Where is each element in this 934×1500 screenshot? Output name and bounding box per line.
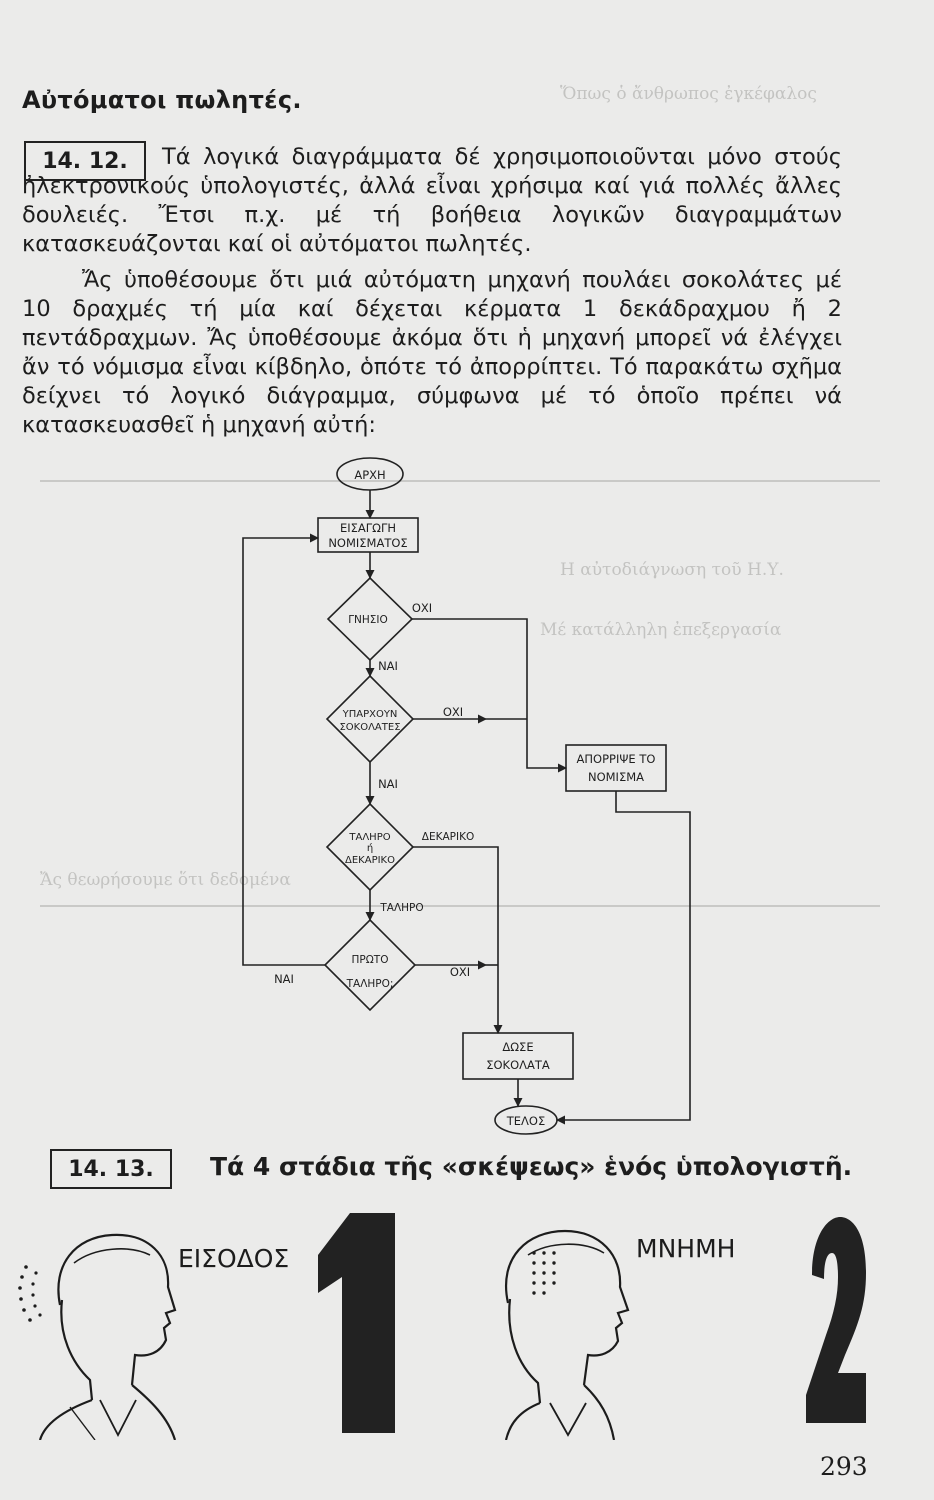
edge-label-yes: ΝΑΙ xyxy=(378,659,398,673)
reject-label-2: ΝΟΜΙΣΜΑ xyxy=(587,770,645,784)
label-memory: ΜΝΗΜΗ xyxy=(636,1234,736,1263)
first-coin-label-2: ΤΑΛΗΡΟ; xyxy=(346,978,394,990)
numeral-1 xyxy=(318,1213,395,1433)
give-label-2: ΣΟΚΟΛΑΤΑ xyxy=(486,1058,550,1072)
edge-label-dekariko: ΔΕΚΑΡΙΚΟ xyxy=(421,831,475,843)
section-2-title: Τά 4 στάδια τῆς «σκέψεως» ἑνός ὑπολογιστῆ. xyxy=(210,1152,853,1181)
label-input: ΕΙΣΟΔΟΣ xyxy=(178,1244,290,1273)
paragraph-1: Τά λογικά διαγράμματα δέ χρησιμοποιοῦνται μόνο στούς ἠλεκτρονικούς ὑπολογιστές, ἀλλά εἶναι χρήσιμα καί γιά πολλές ἄλλες δουλειές. Ἔτσι π.χ. μέ τή βοήθεια λογικῶν διαγραμμάτων κατασκευάζονται καί οἱ αὐτόματοι πωλητές. xyxy=(22,144,842,257)
edge-label-talliro: ΤΑΛΗΡΟ xyxy=(380,902,424,914)
paragraph-2: Ἄς ὑποθέσουμε ὅτι μιά αὐτόματη μηχανή πουλάει σοκολάτες μέ 10 δραχμές τή μία καί δέχεται κέρματα 1 δεκάδραχμου ἤ 2 πεντάδραχμων. Ἄς ὑποθέσουμε ἀκόμα ὅτι ἡ μηχανή μπορεῖ νά ἐλέγχει ἄν τό νόμισμα εἶναι κίβδηλο, ὁπότε τό ἀπορρίπτει. Τό παρακάτω σχῆμα δείχνει τό λογικό διάγραμμα, σύμφωνα μέ τό ὁποῖο πρέπει νά κατασκευασθεῖ ἡ μηχανή αὐτή: xyxy=(22,267,842,438)
page-number: 293 xyxy=(820,1452,868,1481)
section-heading: Αὐτόματοι πωλητές. xyxy=(22,86,302,114)
edge-label-no: ΟΧΙ xyxy=(411,601,433,615)
available-label-2: ΣΟΚΟΛΑΤΕΣ xyxy=(339,722,401,733)
section-number-box: 14. 12. xyxy=(24,141,146,181)
computer-stages-illustration xyxy=(0,1195,934,1440)
numeral-2 xyxy=(806,1217,866,1423)
end-label: ΤΕΛΟΣ xyxy=(506,1114,546,1128)
genuine-label: ΓΝΗΣΙΟ xyxy=(348,614,388,626)
give-label-1: ΔΩΣΕ xyxy=(502,1040,534,1054)
coin-type-label-3: ΔΕΚΑΡΙΚΟ xyxy=(345,855,395,866)
section-number-box-2: 14. 13. xyxy=(50,1149,172,1189)
edge-label-yes: ΝΑΙ xyxy=(378,777,398,791)
edge-label-no: ΟΧΙ xyxy=(449,965,471,979)
start-label: ΑΡΧΗ xyxy=(354,468,386,482)
edge-label-no: ΟΧΙ xyxy=(442,705,464,719)
head-profile-icon xyxy=(40,1235,175,1440)
signal-arcs-icon xyxy=(18,1265,41,1322)
memory-dots-icon xyxy=(532,1251,555,1294)
coin-type-label-2: ή xyxy=(366,843,374,854)
reject-label-1: ΑΠΟΡΡΙΨΕ ΤΟ xyxy=(576,752,656,766)
input-label-2: ΝΟΜΙΣΜΑΤΟΣ xyxy=(328,536,408,550)
available-label-1: ΥΠΑΡΧΟΥΝ xyxy=(342,709,398,720)
coin-type-label-1: ΤΑΛΗΡΟ xyxy=(349,832,391,843)
edge-label-yes: ΝΑΙ xyxy=(274,972,294,986)
first-coin-label-1: ΠΡΩΤΟ xyxy=(351,954,389,966)
head-profile-icon xyxy=(506,1231,628,1440)
input-label-1: ΕΙΣΑΓΩΓΗ xyxy=(339,521,397,535)
